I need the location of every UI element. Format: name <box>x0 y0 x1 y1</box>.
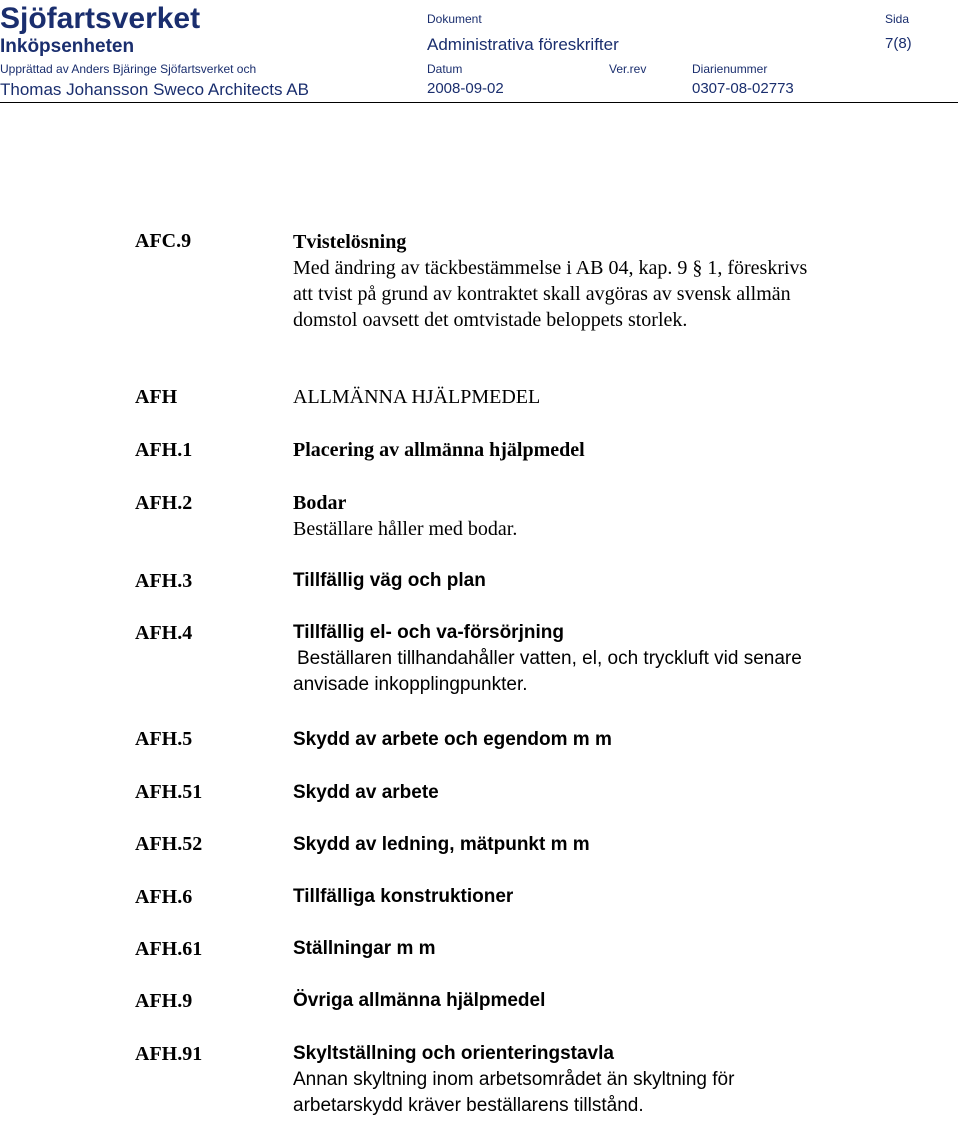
header-divider <box>0 102 958 103</box>
section-heading: Tillfällig el- och va-försörjning <box>293 622 564 643</box>
section-heading: Tillfällig väg och plan <box>293 570 486 591</box>
section-code: AFH.52 <box>135 833 203 855</box>
section-heading: Skydd av arbete <box>293 782 439 803</box>
section-code: AFH.5 <box>135 728 193 750</box>
section-block <box>293 490 517 542</box>
registry-number: 0307-08-02773 <box>692 80 794 97</box>
section-heading: Ställningar m m <box>293 938 436 959</box>
section-code: AFC.9 <box>135 230 192 252</box>
section-block <box>293 620 802 698</box>
registry-label: Diarienummer <box>692 62 768 76</box>
section-code: AFH <box>135 386 178 408</box>
section-code: AFH.51 <box>135 781 203 803</box>
section-body-line: arbetarskydd kräver beställarens tillstånd. <box>293 1095 644 1116</box>
section-body-line: att tvist på grund av kontraktet skall avgöras av svensk allmän <box>293 283 791 305</box>
section-block <box>293 1041 734 1119</box>
section-code: AFH.2 <box>135 492 193 514</box>
section-heading: Skyltställning och orienteringstavla <box>293 1043 614 1064</box>
section-heading: Skydd av ledning, mätpunkt m m <box>293 834 590 855</box>
section-code: AFH.1 <box>135 439 193 461</box>
section-code: AFH.6 <box>135 886 193 908</box>
section-body-line: anvisade inkopplingpunkter. <box>293 674 528 695</box>
prepared-by-line2: Thomas Johansson Sweco Architects AB <box>0 80 309 99</box>
document-title: Administrativa föreskrifter <box>427 35 619 54</box>
date-value: 2008-09-02 <box>427 80 504 97</box>
prepared-by-line1: Upprättad av Anders Bjäringe Sjöfartsverket och <box>0 62 257 76</box>
section-code: AFH.9 <box>135 990 193 1012</box>
section-title <box>293 229 807 333</box>
version-label: Ver.rev <box>609 62 647 76</box>
unit-name: Inköpsenheten <box>0 36 135 57</box>
section-heading: Tvistelösning <box>293 231 407 253</box>
section-heading: ALLMÄNNA HJÄLPMEDEL <box>293 386 541 408</box>
section-body-line: Annan skyltning inom arbetsområdet än skyltning för <box>293 1069 735 1090</box>
organization-name: Sjöfartsverket <box>0 2 201 35</box>
section-code: AFH.91 <box>135 1043 203 1065</box>
date-label: Datum <box>427 62 463 76</box>
document-label: Dokument <box>427 12 482 26</box>
section-heading: Bodar <box>293 492 347 514</box>
section-code: AFH.3 <box>135 570 193 592</box>
section-body-line: Beställaren tillhandahåller vatten, el, och tryckluft vid senare <box>297 648 802 669</box>
section-code: AFH.61 <box>135 938 203 960</box>
section-body-line: Med ändring av täckbestämmelse i AB 04, kap. 9 § 1, föreskrivs <box>293 257 808 279</box>
section-heading: Placering av allmänna hjälpmedel <box>293 439 585 461</box>
section-body-line: domstol oavsett det omtvistade beloppets storlek. <box>293 309 688 331</box>
section-code: AFH.4 <box>135 622 193 644</box>
page-number: 7(8) <box>885 35 912 52</box>
section-heading: Övriga allmänna hjälpmedel <box>293 990 546 1011</box>
section-body-line: Beställare håller med bodar. <box>293 518 518 540</box>
section-heading: Tillfälliga konstruktioner <box>293 886 514 907</box>
page-label: Sida <box>885 12 910 26</box>
section-heading: Skydd av arbete och egendom m m <box>293 729 612 750</box>
